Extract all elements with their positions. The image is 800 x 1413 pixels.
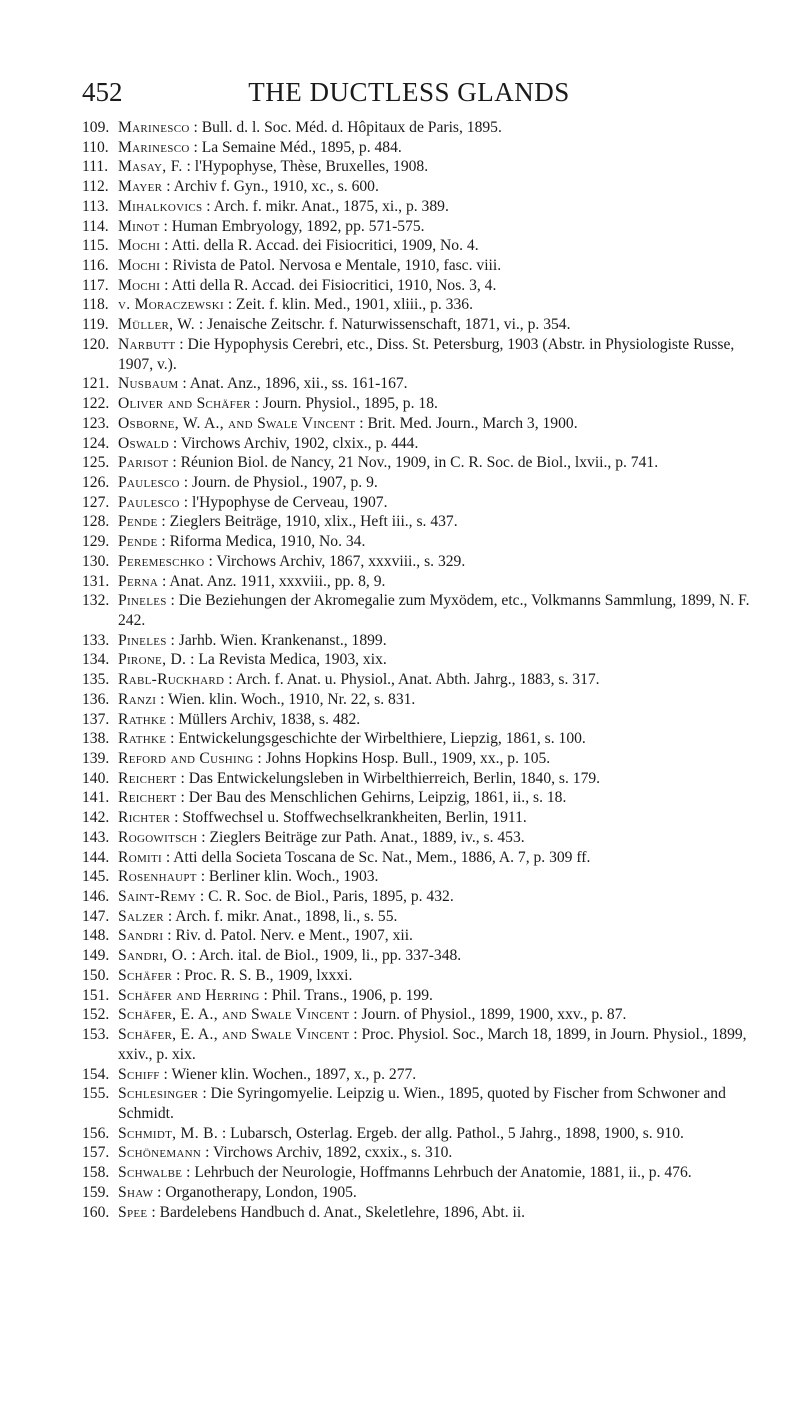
reference-entry (82, 493, 754, 513)
reference-number: 130. (82, 552, 110, 570)
reference-number: 119. (82, 316, 109, 334)
reference-number: 115. (82, 237, 109, 255)
reference-citation: : Anat. Anz. 1911, xxxviii., pp. 8, 9. (158, 572, 386, 590)
reference-entry (82, 532, 754, 552)
reference-entry (82, 276, 754, 296)
reference-author: Marinesco (118, 119, 190, 136)
reference-entry (82, 828, 754, 848)
reference-citation: : Arch. f. mikr. Anat., 1898, li., s. 55. (163, 907, 398, 925)
reference-citation: : Atti della Societa Toscana de Sc. Nat., Mem., 1886, A. 7, p. 309 ff. (161, 848, 591, 866)
reference-entry (82, 473, 754, 493)
reference-author: Peremeschko (118, 552, 205, 570)
reference-number: 142. (82, 809, 110, 827)
reference-citation: : La Semaine Méd., 1895, p. 484. (189, 138, 402, 156)
reference-number: 148. (82, 927, 110, 945)
reference-author: Schäfer, E. A., and Swale Vincent (118, 1006, 350, 1024)
reference-author: Paulesco (118, 493, 180, 511)
reference-number: 125. (82, 454, 110, 472)
reference-entry (82, 631, 754, 651)
reference-citation: : Zieglers Beiträge, 1910, xlix., Heft iii., s. 437. (157, 513, 458, 531)
reference-author: Schönemann (118, 1144, 202, 1162)
reference-author: Narbutt (118, 335, 176, 353)
reference-author: Pende (118, 513, 158, 531)
reference-citation: : Proc. Physiol. Soc., March 18, 1899, in Journ. Physiol., 1899, xxiv., p. xix. (118, 1026, 747, 1063)
reference-entry (82, 414, 754, 434)
reference-number: 136. (82, 690, 110, 708)
reference-entry (82, 887, 754, 907)
reference-author: Rathke (118, 710, 167, 728)
reference-author: Mochi (118, 257, 161, 275)
reference-number: 144. (82, 848, 110, 866)
reference-citation: : Virchows Archiv, 1892, cxxix., s. 310. (201, 1144, 453, 1162)
reference-entry (82, 138, 754, 158)
reference-entry (82, 453, 754, 473)
reference-entry (82, 591, 754, 630)
reference-number: 140. (82, 769, 110, 787)
reference-number: 127. (82, 493, 110, 511)
reference-entry (82, 690, 754, 710)
reference-citation: : Wiener klin. Wochen., 1897, x., p. 277. (159, 1065, 417, 1083)
reference-author: Pirone, D. (118, 651, 187, 669)
reference-entry (82, 118, 754, 138)
reference-entry (82, 867, 754, 887)
reference-number: 145. (82, 868, 110, 886)
reference-number: 160. (82, 1203, 110, 1221)
reference-number: 137. (82, 710, 110, 728)
reference-author: v. Moraczewski (118, 296, 224, 314)
reference-citation: : Entwickelungsgeschichte der Wirbelthiere, Liepzig, 1861, s. 100. (166, 730, 586, 748)
reference-entry (82, 197, 754, 217)
reference-citation: : Virchows Archiv, 1902, clxix., p. 444. (168, 434, 419, 452)
reference-number: 141. (82, 789, 110, 807)
reference-list (82, 118, 754, 1222)
reference-entry (82, 710, 754, 730)
reference-number: 129. (82, 533, 110, 551)
reference-author: Mochi (118, 237, 161, 255)
reference-citation: : Die Hypophysis Cerebri, etc., Diss. St. Petersburg, 1903 (Abstr. in Physiologiste Russe, 1907, v.). (118, 335, 735, 373)
reference-number: 154. (82, 1065, 110, 1083)
reference-entry (82, 1124, 754, 1144)
reference-number: 114. (82, 217, 109, 235)
reference-author: Schäfer and Herring (118, 986, 260, 1004)
reference-entry (82, 256, 754, 276)
reference-citation: : Bull. d. l. Soc. Méd. d. Hôpitaux de Paris, 1895. (189, 119, 502, 136)
reference-citation: : Bardelebens Handbuch d. Anat., Skeletlehre, 1896, Abt. ii. (147, 1203, 526, 1221)
reference-number: 110. (82, 138, 109, 156)
reference-entry (82, 1065, 754, 1085)
reference-citation: : La Revista Medica, 1903, xix. (186, 651, 387, 669)
reference-citation: : Riforma Medica, 1910, No. 34. (157, 533, 366, 551)
reference-author: Oswald (118, 434, 169, 452)
reference-entry (82, 769, 754, 789)
reference-number: 124. (82, 434, 110, 452)
reference-author: Pende (118, 533, 158, 551)
reference-citation: : Berliner klin. Woch., 1903. (196, 868, 379, 886)
reference-number: 126. (82, 473, 110, 491)
reference-author: Rogowitsch (118, 828, 198, 846)
reference-author: Minot (118, 217, 160, 235)
reference-author: Oliver and Schäfer (118, 395, 251, 413)
reference-author: Mihalkovics (118, 197, 203, 215)
reference-citation: : Réunion Biol. de Nancy, 21 Nov., 1909, in C. R. Soc. de Biol., lxvii., p. 741. (168, 454, 659, 472)
reference-number: 143. (82, 828, 110, 846)
reference-entry (82, 926, 754, 946)
reference-entry (82, 217, 754, 237)
reference-number: 111. (82, 158, 109, 176)
reference-citation: : Das Entwickelungsleben in Wirbelthierreich, Berlin, 1840, s. 179. (176, 769, 601, 787)
reference-entry (82, 335, 754, 374)
reference-number: 156. (82, 1124, 110, 1142)
reference-number: 151. (82, 986, 110, 1004)
reference-number: 118. (82, 296, 109, 314)
reference-author: Pineles (118, 631, 167, 649)
reference-number: 109. (82, 119, 110, 136)
reference-citation: : Die Syringomyelie. Leipzig u. Wien., 1895, quoted by Fischer from Schwoner and Schmidt. (118, 1085, 726, 1122)
reference-citation: : Atti. della R. Accad. dei Fisiocritici, 1909, No. 4. (160, 237, 479, 255)
reference-author: Schäfer, E. A., and Swale Vincent (118, 1026, 350, 1044)
reference-entry (82, 946, 754, 966)
reference-entry (82, 808, 754, 828)
reference-author: Schlesinger (118, 1085, 199, 1103)
reference-entry (82, 729, 754, 749)
reference-number: 116. (82, 257, 109, 275)
reference-number: 134. (82, 651, 110, 669)
reference-citation: : Wien. klin. Woch., 1910, Nr. 22, s. 831. (156, 690, 416, 708)
reference-citation: : Phil. Trans., 1906, p. 199. (259, 986, 433, 1004)
reference-citation: : Jenaische Zeitschr. f. Naturwissenschaft, 1871, vi., p. 354. (195, 316, 571, 334)
reference-author: Romiti (118, 848, 162, 866)
reference-entry (82, 512, 754, 532)
reference-number: 117. (82, 276, 109, 294)
reference-number: 155. (82, 1085, 110, 1103)
reference-entry (82, 236, 754, 256)
reference-entry (82, 986, 754, 1006)
reference-number: 135. (82, 671, 110, 689)
reference-author: Reford and Cushing (118, 750, 254, 767)
reference-entry (82, 907, 754, 927)
reference-author: Mayer (118, 178, 163, 196)
reference-entry (82, 1183, 754, 1203)
reference-author: Richter (118, 809, 171, 827)
reference-citation: : Anat. Anz., 1896, xii., ss. 161-167. (178, 375, 408, 393)
reference-entry (82, 788, 754, 808)
reference-entry (82, 1143, 754, 1163)
reference-author: Perna (118, 572, 159, 590)
reference-number: 139. (82, 750, 110, 767)
reference-citation: : Müllers Archiv, 1838, s. 482. (166, 710, 361, 728)
reference-author: Schmidt, M. B. (118, 1124, 219, 1142)
reference-entry (82, 749, 754, 769)
reference-citation: : Human Embryology, 1892, pp. 571-575. (159, 217, 425, 235)
page-number: 452 (82, 77, 123, 107)
reference-number: 123. (82, 414, 110, 432)
reference-author: Saint-Remy (118, 888, 196, 906)
reference-citation: : l'Hypophyse, Thèse, Bruxelles, 1908. (182, 158, 429, 176)
reference-number: 159. (82, 1183, 110, 1201)
reference-entry (82, 177, 754, 197)
reference-citation: : Journ. de Physiol., 1907, p. 9. (179, 473, 378, 491)
reference-citation: : Arch. f. Anat. u. Physiol., Anat. Abth. Jahrg., 1883, s. 317. (224, 671, 600, 689)
reference-citation: : Rivista de Patol. Nervosa e Mentale, 1910, fasc. viii. (160, 257, 502, 275)
reference-author: Salzer (118, 907, 164, 925)
reference-author: Schwalbe (118, 1164, 183, 1182)
reference-author: Mochi (118, 276, 161, 294)
reference-entry (82, 1084, 754, 1123)
running-title: THE DUCTLESS GLANDS (248, 77, 570, 107)
reference-citation: : Der Bau des Menschlichen Gehirns, Leipzig, 1861, ii., s. 18. (176, 789, 567, 807)
reference-entry (82, 295, 754, 315)
reference-citation: : Lubarsch, Osterlag. Ergeb. der allg. Pathol., 5 Jahrg., 1898, 1900, s. 910. (218, 1124, 684, 1142)
reference-citation: : Organotherapy, London, 1905. (153, 1183, 357, 1201)
reference-number: 133. (82, 631, 110, 649)
reference-entry (82, 670, 754, 690)
reference-entry (82, 552, 754, 572)
reference-author: Rosenhaupt (118, 868, 197, 886)
reference-citation: : Johns Hopkins Hosp. Bull., 1909, xx., p. 105. (253, 750, 551, 767)
reference-citation: : Stoffwechsel u. Stoffwechselkrankheiten, Berlin, 1911. (170, 809, 527, 827)
reference-number: 152. (82, 1006, 110, 1024)
reference-citation: : Jarhb. Wien. Krankenanst., 1899. (166, 631, 387, 649)
reference-author: Reichert (118, 789, 177, 807)
reference-number: 153. (82, 1026, 110, 1044)
reference-entry (82, 394, 754, 414)
reference-entry (82, 315, 754, 335)
reference-number: 138. (82, 730, 110, 748)
reference-author: Nusbaum (118, 375, 179, 393)
reference-author: Marinesco (118, 138, 190, 156)
reference-author: Shaw (118, 1183, 154, 1201)
reference-author: Sandri (118, 927, 164, 945)
reference-author: Schiff (118, 1065, 160, 1083)
reference-number: 147. (82, 907, 110, 925)
reference-number: 120. (82, 335, 110, 353)
reference-entry (82, 848, 754, 868)
reference-number: 150. (82, 966, 110, 984)
reference-author: Paulesco (118, 473, 180, 491)
reference-number: 132. (82, 592, 110, 610)
reference-author: Rabl-Ruckhard (118, 671, 225, 689)
reference-number: 113. (82, 197, 109, 215)
reference-citation: : Archiv f. Gyn., 1910, xc., s. 600. (162, 178, 379, 196)
reference-number: 131. (82, 572, 110, 590)
reference-entry (82, 157, 754, 177)
reference-author: Müller, W. (118, 316, 196, 334)
reference-citation: : Lehrbuch der Neurologie, Hoffmanns Lehrbuch der Anatomie, 1881, ii., p. 476. (182, 1164, 692, 1182)
reference-citation: : Arch. ital. de Biol., 1909, li., pp. 337-348. (187, 947, 462, 965)
reference-entry (82, 374, 754, 394)
reference-citation: : Journ. of Physiol., 1899, 1900, xxv., p. 87. (349, 1006, 627, 1024)
reference-citation: : Virchows Archiv, 1867, xxxviii., s. 329. (204, 552, 466, 570)
reference-citation: : Arch. f. mikr. Anat., 1875, xi., p. 389. (202, 197, 449, 215)
reference-author: Reichert (118, 769, 177, 787)
page-header (0, 72, 800, 112)
reference-entry (82, 650, 754, 670)
reference-author: Osborne, W. A., and Swale Vincent (118, 414, 356, 432)
reference-entry (82, 1005, 754, 1025)
reference-number: 146. (82, 888, 110, 906)
reference-citation: : Riv. d. Patol. Nerv. e Ment., 1907, xii. (163, 927, 413, 945)
reference-entry (82, 1203, 754, 1223)
reference-author: Schäfer (118, 966, 173, 984)
reference-citation: : Journ. Physiol., 1895, p. 18. (250, 395, 438, 413)
reference-author: Rathke (118, 730, 167, 748)
reference-citation: : Brit. Med. Journ., March 3, 1900. (355, 414, 578, 432)
reference-number: 157. (82, 1144, 110, 1162)
reference-entry (82, 966, 754, 986)
reference-author: Spee (118, 1203, 148, 1221)
reference-citation: : Zieglers Beiträge zur Path. Anat., 1889, iv., s. 453. (197, 828, 525, 846)
reference-number: 112. (82, 178, 109, 196)
reference-entry (82, 1025, 754, 1064)
reference-citation: : Die Beziehungen der Akromegalie zum Myxödem, etc., Volkmanns Sammlung, 1899, N. F. 242. (118, 592, 750, 629)
reference-author: Ranzi (118, 690, 157, 708)
reference-number: 128. (82, 513, 110, 531)
reference-citation: : Zeit. f. klin. Med., 1901, xliii., p. 336. (223, 296, 473, 314)
reference-number: 158. (82, 1164, 110, 1182)
reference-entry (82, 434, 754, 454)
reference-author: Parisot (118, 454, 169, 472)
reference-number: 121. (82, 375, 110, 393)
reference-citation: : Atti della R. Accad. dei Fisiocritici, 1910, Nos. 3, 4. (160, 276, 497, 294)
reference-author: Pineles (118, 592, 167, 610)
reference-entry (82, 572, 754, 592)
reference-entry (82, 1163, 754, 1183)
reference-number: 149. (82, 947, 110, 965)
reference-citation: : C. R. Soc. de Biol., Paris, 1895, p. 432. (195, 888, 454, 906)
reference-citation: : Proc. R. S. B., 1909, lxxxi. (172, 966, 353, 984)
reference-author: Masay, F. (118, 158, 183, 176)
reference-citation: : l'Hypophyse de Cerveau, 1907. (179, 493, 388, 511)
reference-author: Sandri, O. (118, 947, 188, 965)
reference-number: 122. (82, 395, 110, 413)
